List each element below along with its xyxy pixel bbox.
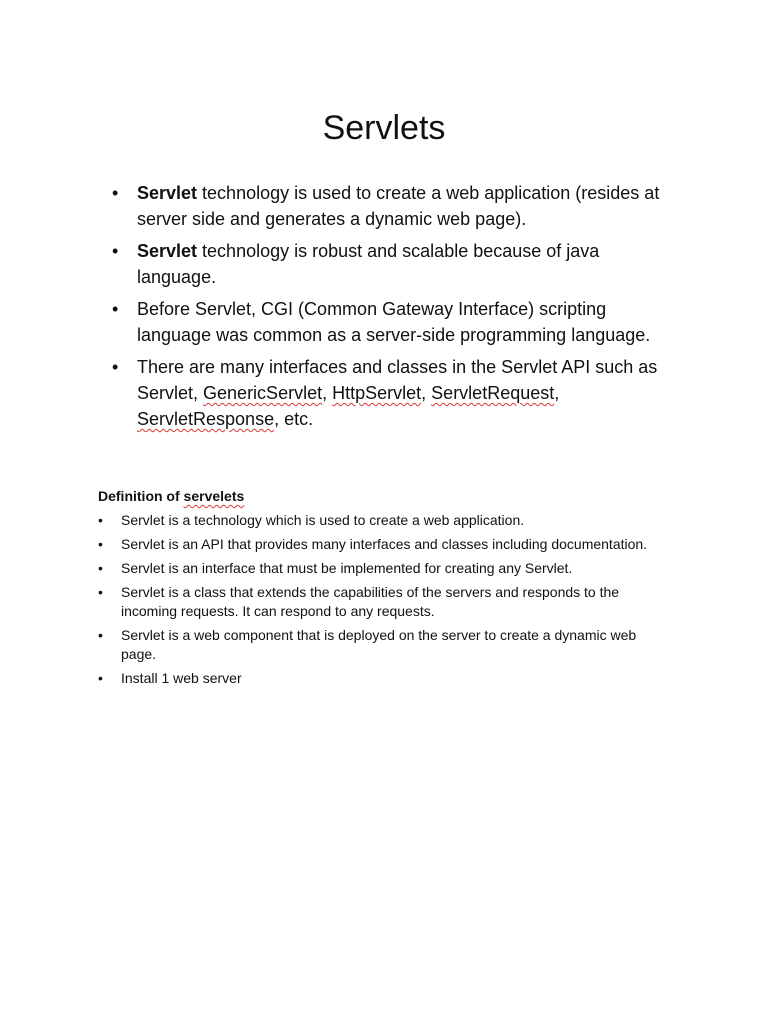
bullet-icon: •: [98, 670, 103, 686]
bullet-icon: •: [98, 584, 103, 600]
separator: ,: [421, 383, 432, 403]
bullet-icon: •: [98, 536, 103, 552]
misspelled-term: ServletRequest: [431, 383, 555, 403]
bullet-icon: •: [112, 183, 119, 203]
bullet-icon: •: [98, 560, 103, 576]
page-title: Servlets: [322, 109, 446, 147]
definition-text: Servlet is a class that extends the capabilities of the servers and responds to the incoming requests. It can respond to any requests.: [121, 584, 620, 619]
bullet-icon: •: [98, 627, 103, 643]
misspelled-term: ServletResponse: [137, 409, 275, 429]
definition-text: Servlet is an API that provides many interfaces and classes including documentation.: [121, 536, 648, 552]
definition-item: [98, 559, 658, 578]
bullet-icon: •: [112, 241, 119, 261]
definition-list: [98, 511, 658, 693]
main-bullet-item: [110, 296, 670, 348]
main-bullet-item: [110, 180, 670, 232]
definition-text: Servlet is a technology which is used to create a web application.: [121, 512, 525, 528]
separator: ,: [554, 383, 560, 403]
definition-heading: [98, 486, 244, 506]
bullet-icon: •: [112, 357, 119, 377]
definition-item: [98, 511, 658, 530]
bullet-text: technology is used to create a web application (resides at server side and generates a dynamic web page).: [137, 183, 660, 229]
misspelled-term: GenericServlet: [203, 383, 323, 403]
main-bullet-item: [110, 354, 670, 432]
main-bullet-list: [110, 180, 670, 438]
misspelled-term: servelets: [183, 488, 245, 504]
definition-text: Servlet is an interface that must be implemented for creating any Servlet.: [121, 560, 573, 576]
bold-term: Servlet: [137, 183, 198, 203]
bullet-text: Before Servlet, CGI (Common Gateway Interface) scripting language was common as a server-side programming language.: [137, 299, 651, 345]
definition-text: Servlet is a web component that is deployed on the server to create a dynamic web page.: [121, 627, 637, 662]
bullet-icon: •: [112, 299, 119, 319]
misspelled-term: HttpServlet: [332, 383, 422, 403]
definition-text: Install 1 web server: [121, 670, 242, 686]
main-bullet-item: [110, 238, 670, 290]
definition-item: [98, 535, 658, 554]
bold-term: Servlet: [137, 241, 198, 261]
bullet-text: There are many interfaces and classes in the Servlet API such as Servlet,: [137, 357, 658, 403]
bullet-icon: •: [98, 512, 103, 528]
definition-item: [98, 583, 658, 621]
separator: ,: [322, 383, 333, 403]
bullet-text: technology is robust and scalable because of java language.: [137, 241, 600, 287]
bullet-text: , etc.: [274, 409, 314, 429]
definition-item: [98, 669, 658, 688]
definition-item: [98, 626, 658, 664]
definition-heading-prefix: Definition of: [98, 488, 184, 504]
